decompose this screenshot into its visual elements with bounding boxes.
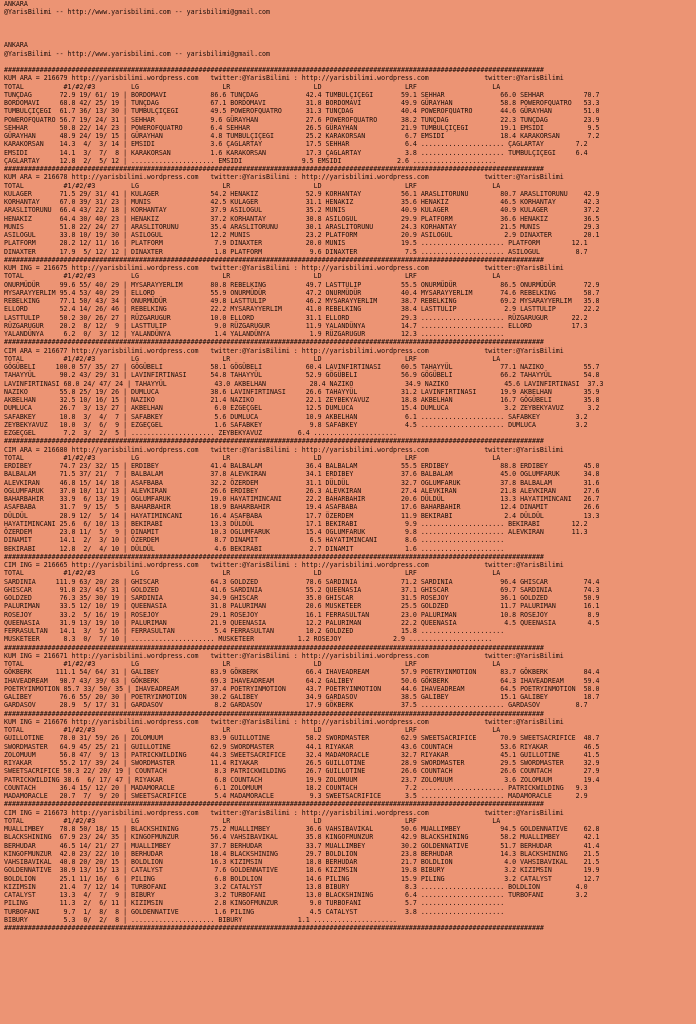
race-block (0, 173, 696, 256)
horse-row: ROSEJOY 33.2 5/ 16/ 19 | ROSEJOY 29.1 ROSEJOY 16.1 FERRASULTAN 23.0 PALURIMAN 10.8 ROSEJOY 8.9 (4, 610, 600, 619)
horse-row: TURBOFANI 9.7 1/ 8/ 8 | GOLDENNATIVE 1.6 PILING 4.5 CATALYST 3.8 ..................... (4, 907, 505, 916)
horse-row: GÜRAYHAN 48.9 24/ 19/ 15 | GÜRAYHAN 4.8 TUMBULÇIÇEGI 25.2 KARAKORSAN 6.7 EMSIDI 18.4 KARAKORSAN 7.2 (4, 132, 600, 140)
horse-row: ZEYBEKYAVUZ 10.0 3/ 6/ 9 | EZGEÇGEL 1.6 SAFABKEY 9.8 SAFABKEY 4.5 ..................... DUMLUCA 3.2 (4, 420, 588, 429)
horse-row: RIYAKAR 55.2 17/ 39/ 24 | SWORDMASTER 11.4 RIYAKAR 26.5 GUILLOTINE 28.9 SWORDMASTER 29.5 SWORDMASTER 32.9 (4, 759, 600, 767)
horse-row: MUNIS 51.8 22/ 24/ 27 | ARASLITORUNU 35.4 ARASLITORUNU 30.1 ARASLITORUNU 24.3 KORHANTAY 21.5 MUNIS 29.3 (4, 222, 600, 231)
race-title: KUM ARA = 216679 http://yarisbilimi.wordpress.com twitter:@YarisBilimi : http://yarisbilimi.wordpress.com twitter:@YarisBilimi (4, 74, 564, 83)
race-title: KUM ING = 216675 http://yarisbilimi.wordpress.com twitter:@YarisBilimi : http://yarisbilimi.wordpress.com twitter:@YarisBilimi (4, 264, 564, 272)
horse-row: QUEENASIA 31.9 13/ 19/ 10 | PALURIMAN 21.9 QUEENASIA 12.2 PALURIMAN 22.2 QUEENASIA 4.5 QUEENASIA 4.5 (4, 618, 600, 627)
column-header: TOTAL #1/#2/#3 LG LR LD LRF LA (4, 816, 501, 825)
header-line (4, 25, 696, 33)
horse-row: EMSIDI 14.1 3/ 7/ 8 | KARAKORSAN 1.6 KARAKORSAN 17.3 ÇAGLARTAY 3.8 ..................... TUMBULÇIÇEGI 6.4 (4, 148, 588, 157)
horse-row: SEHHAR 50.8 22/ 14/ 23 | POWEROFQUATRO 6.4 SEHHAR 26.5 GÜRAYHAN 21.9 TUMBULÇIÇEGI 19.1 EMSIDI 9.5 (4, 123, 600, 132)
race-block (0, 652, 696, 710)
header-line: @YarisBilimi -- http://www.yarisbilimi.com -- yarisbilimi@gmail.com (4, 8, 270, 17)
separator-line: ######################################################################################################################################## (4, 165, 544, 173)
horse-row: GÖKBERK 111.1 54/ 64/ 31 | GALIBEY 83.9 GÖKBERK 66.4 IHAVEADREAM 57.9 POETRYINMOTION 83.7 GÖKBERK 84.4 (4, 668, 600, 677)
horse-row: PILING 11.3 2/ 6/ 11 | KIZIMSIN 2.8 KINGOFMUNZUR 9.0 TURBOFANI 5.7 ..................... (4, 899, 505, 908)
horse-row: CATALYST 13.3 4/ 7/ 9 | BIBURY 3.2 TURBOFANI 13.0 BLACKSHINING 6.4 ..................... TURBOFANI 3.2 (4, 891, 588, 899)
header-line (4, 33, 696, 41)
horse-row: TAHAYYÜL 90.2 43/ 29/ 31 | LAVINFIRTINASI 54.8 TAHAYYÜL 52.9 GÖGÜBELI 56.9 GÖGÜBELI 66.2 TAHAYYÜL 54.8 (4, 371, 600, 380)
horse-row: MUSKETEER 8.3 0/ 7/ 10 | ..................... MUSKETEER 1.2 ROSEJOY 2.9 ..................... (4, 635, 493, 644)
horse-row: KIZIMSIN 21.4 7/ 12/ 14 | TURBOFANI 3.2 CATALYST 13.8 BIBURY 8.3 ..................... BOLDLION 4.0 (4, 882, 588, 891)
horse-row: IHAVEADREAM 98.7 43/ 39/ 63 | GÖKBERK 69.3 IHAVEADREAM 64.2 GALIBEY 50.6 GÖKBERK 64.3 IHAVEADREAM 59.4 (4, 676, 600, 685)
horse-row: GHISCAR 91.8 23/ 45/ 31 | GOLDZED 41.6 SARDINIA 55.2 QUEENASIA 37.1 GHISCAR 69.7 SARDINIA 74.3 (4, 585, 600, 594)
horse-row: ÖZERDEM 23.8 11/ 5/ 9 | DINAMIT 10.3 OGLUMFARUK 15.4 OGLUMFARUK 9.8 ..................... ALEVKIRAN 11.3 (4, 528, 588, 536)
race-block (0, 561, 696, 644)
horse-row: BIBURY 5.3 0/ 2/ 8 | ..................... BIBURY 1.1 ..................... (4, 915, 398, 924)
horse-row: DINAXTER 17.9 5/ 12/ 12 | DINAXTER 1.8 PLATFORM 9.6 DINAXTER 7.5 ..................... ASILOGUL 8.7 (4, 247, 588, 256)
horse-row: GALIBEY 76.6 55/ 20/ 30 | POETRYINMOTION 30.2 GALIBEY 34.9 GARDASOV 38.5 GALIBEY 15.1 GALIBEY 18.7 (4, 693, 600, 701)
column-header: TOTAL #1/#2/#3 LG LR LD LRF LA (4, 354, 501, 363)
horse-row: HENAKIZ 64.4 30/ 40/ 23 | HENAKIZ 37.2 KORHANTAY 30.8 ASILOGUL 29.9 PLATFORM 36.6 HENAKIZ 36.5 (4, 214, 600, 223)
column-header: TOTAL #1/#2/#3 LG LR LD LRF LA (4, 82, 501, 91)
horse-row: AKBELHAN 32.5 10/ 16/ 15 | NAZIKO 21.4 NAZIKO 22.1 ZEYBEKYAVUZ 18.8 AKBELHAN 16.7 GÖGÜBELI 35.8 (4, 396, 600, 404)
horse-row: EZGEÇGEL 7.2 3/ 2/ 5 | ..................... ZEYBEKYAVUZ 6.4 ..................... (4, 429, 398, 437)
horse-row: SAFABKEY 10.8 3/ 4/ 7 | SAFABKEY 5.6 DUMLUCA 10.9 AKBELHAN 6.1 ..................... SAFABKEY 3.2 (4, 412, 588, 421)
horse-row: ARASLITORUNU 66.4 43/ 22/ 18 | KORHANTAY 37.9 ASILOGUL 35.2 MUNIS 40.9 KULAGER 40.9 KULAGER 37.2 (4, 206, 600, 215)
column-header: TOTAL #1/#2/#3 LG LR LD LRF LA (4, 453, 501, 462)
race-title: KUM ING = 216671 http://yarisbilimi.wordpress.com twitter:@YarisBilimi : http://yarisbilimi.wordpress.com twitter:@YarisBilimi (4, 651, 564, 660)
horse-row: BALBALAM 71.5 37/ 21/ 7 | BALBALAM 37.8 ALEVKIRAN 34.1 ERDIBEY 37.6 BALBALAM 45.0 OGLUMFARUK 34.8 (4, 470, 600, 479)
separator-line: ######################################################################################################################################## (4, 255, 544, 264)
race-block (0, 347, 696, 438)
horse-row: BERHUDAR 46.5 14/ 21/ 27 | MUALLIMBEY 37.7 BERHUDAR 33.7 MUALLIMBEY 30.2 GOLDENNATIVE 51.7 BERHUDAR 41.4 (4, 841, 600, 850)
race-title: CIM ING = 216665 http://yarisbilimi.wordpress.com twitter:@YarisBilimi : http://yarisbilimi.wordpress.com twitter:@YarisBilimi (4, 561, 564, 569)
horse-row: BLACKSHINING 67.9 23/ 24/ 35 | KINGOFMUNZUR 56.4 VAHSIBAVIKAL 35.8 KINGOFMUNZUR 42.9 BLACKSHINING 58.2 MUALLIMBEY 42.1 (4, 833, 600, 842)
column-header: TOTAL #1/#2/#3 LG LR LD LRF LA (4, 272, 501, 281)
horse-row: PALURIMAN 33.5 12/ 10/ 19 | QUEENASIA 31.8 PALURIMAN 20.6 MUSKETEER 25.5 GOLDZED 11.7 PALURIMAN 16.1 (4, 602, 600, 611)
horse-row: GARDASOV 28.9 5/ 17/ 31 | GARDASOV 8.2 GARDASOV 17.9 GÖKBERK 37.5 ..................... GARDASOV 8.7 (4, 701, 588, 710)
column-header: TOTAL #1/#2/#3 LG LR LD LRF LA (4, 660, 501, 668)
race-block (0, 264, 696, 338)
horse-row: ELLORD 52.4 14/ 26/ 46 | REBELKING 22.2 MYSARAYYERLIM 41.0 REBELKING 38.4 LASTTULIP 2.9 LASTTULIP 22.2 (4, 305, 600, 314)
horse-row: KARAKORSAN 14.3 4/ 3/ 14 | EMSIDI 3.6 ÇAGLARTAY 17.5 SEHHAR 6.4 ..................... ÇAGLARTAY 7.2 (4, 140, 588, 149)
column-header: TOTAL #1/#2/#3 LG LR LD LRF LA (4, 569, 501, 578)
horse-row: ÇAGLARTAY 12.8 2/ 5/ 12 | ..................... EMSIDI 9.5 EMSIDI 2.6 ..................... (4, 156, 497, 165)
horse-row: SWORDMASTER 64.9 45/ 25/ 21 | GUILLOTINE 62.9 SWORDMASTER 44.1 RIYAKAR 43.6 COUNTACH 53.6 RIYAKAR 46.5 (4, 742, 600, 751)
separator-line: ######################################################################################################################################## (4, 338, 544, 347)
horse-row: BOLDLION 25.1 11/ 16/ 6 | PILING 6.8 BOLDLION 14.6 PILING 15.9 PILING 3.2 CATALYST 12.7 (4, 874, 600, 883)
horse-row: VAHSIBAVIKAL 40.8 20/ 20/ 15 | BOLDLION 16.3 KIZIMSIN 18.8 BERHUDAR 21.7 BOLDLION 4.0 VAHSIBAVIKAL 21.5 (4, 858, 600, 866)
horse-row: MUALLIMBEY 78.8 50/ 18/ 15 | BLACKSHINING 75.2 MUALLIMBEY 36.6 VAHSIBAVIKAL 50.6 MUALLIMBEY 94.5 GOLDENNATIVE 62.8 (4, 825, 600, 833)
horse-row: DÜLDÜL 28.9 12/ 5/ 14 | HAYATIMINCANI 16.4 ASAFBABA 17.7 ÖZERDEM 11.9 BEKIRABI 2.4 DÜLDÜL 13.3 (4, 511, 600, 520)
horse-row: ZOLOMUUM 56.8 47/ 9/ 13 | PATRICKWILDING 44.3 SWEETSACRIFICE 32.4 MADAMORACLE 32.7 RIYAKAR 45.1 GUILLOTINE 41.5 (4, 750, 600, 759)
horse-row: GOLDZED 76.3 35/ 30/ 19 | SARDINIA 34.9 GHISCAR 35.0 GHISCAR 31.5 ROSEJOY 36.1 GOLDZED 50.9 (4, 594, 600, 602)
horse-row: ALEVKIRAN 46.8 15/ 14/ 18 | ASAFBABA 32.2 ÖZERDEM 31.1 DÜLDÜL 32.7 OGLUMFARUK 37.8 BALBALAM 31.6 (4, 478, 600, 487)
race-title: CIM ING = 216673 http://yarisbilimi.wordpress.com twitter:@YarisBilimi : http://yarisbilimi.wordpress.com twitter:@YarisBilimi (4, 808, 564, 817)
separator-line: ######################################################################################################################################## (4, 66, 544, 74)
column-header: TOTAL #1/#2/#3 LG LR LD LRF LA (4, 726, 501, 734)
horse-row: OGLUMFARUK 37.0 10/ 11/ 13 | ALEVKIRAN 26.6 ERDIBEY 26.3 ALEVKIRAN 27.4 ALEVKIRAN 21.8 ALEVKIRAN 27.6 (4, 486, 600, 495)
header-line (4, 58, 696, 66)
horse-row: BEKIRABI 12.8 2/ 4/ 10 | DÜLDÜL 4.6 BEKIRABI 2.7 DINAMIT 1.6 ..................... (4, 544, 505, 553)
race-block (0, 718, 696, 801)
horse-row: GUILLOTINE 78.0 31/ 59/ 26 | ZOLOMUUM 83.9 GUILLOTINE 58.2 SWORDMASTER 62.9 SWEETSACRIFICE 70.9 SWEETSACRIFICE 48.7 (4, 734, 600, 743)
header-line: ANKARA (4, 41, 28, 50)
separator-line: ######################################################################################################################################## (4, 924, 544, 932)
horse-row: LAVINFIRTINASI 68.0 24/ 47/ 24 | TAHAYYÜL 43.0 AKBELHAN 28.4 NAZIKO 34.9 NAZIKO 45.6 LAVINFIRTINASI 37.3 (4, 379, 604, 388)
horse-row: RÜZGARUGUR 20.2 8/ 12/ 9 | LASTTULIP 9.0 RÜZGARUGUR 11.9 YALANDÜNYA 14.7 ..................... ELLORD 17.3 (4, 321, 588, 330)
horse-row: KULAGER 71.5 29/ 31/ 41 | KULAGER 54.2 HENAKIZ 52.9 KORHANTAY 56.1 ARASLITORUNU 80.7 ARASLITORUNU 42.9 (4, 189, 600, 198)
horse-row: MYSARAYYERLIM 95.4 53/ 40/ 29 | ELLORD 55.9 ONURMÜDÜR 47.2 ONURMÜDÜR 40.4 MYSARAYYERLIM 74.6 REBELKING 58.7 (4, 288, 600, 297)
header-line: @YarisBilimi -- http://www.yarisbilimi.com -- yarisbilimi@gmail.com (4, 49, 270, 58)
horse-row: GÖGÜBELI 100.0 57/ 35/ 27 | GÖGÜBELI 58.1 GÖGÜBELI 60.4 LAVINFIRTINASI 60.5 TAHAYYÜL 77.1 NAZIKO 55.7 (4, 363, 600, 371)
horse-row: PLATFORM 28.2 12/ 11/ 16 | PLATFORM 7.9 DINAXTER 20.0 MUNIS 19.5 ..................... PLATFORM 12.1 (4, 239, 588, 248)
race-title: CIM ARA = 216680 http://yarisbilimi.wordpress.com twitter:@YarisBilimi : http://yarisbilimi.wordpress.com twitter:@YarisBilimi (4, 445, 564, 454)
header-line: ANKARA (4, 0, 28, 8)
horse-row: ERDIBEY 74.7 23/ 32/ 15 | ERDIBEY 41.4 BALBALAM 36.4 BALBALAM 55.5 ERDIBEY 88.8 ERDIBEY 45.0 (4, 462, 600, 470)
horse-row: REBELKING 77.1 50/ 43/ 34 | ONURMÜDÜR 49.8 LASTTULIP 46.2 MYSARAYYERLIM 38.7 REBELKING 69.2 MYSARAYYERLIM 35.8 (4, 297, 600, 305)
race-title: KUM ARA = 216678 http://yarisbilimi.wordpress.com twitter:@YarisBilimi : http://yarisbilimi.wordpress.com twitter:@YarisBilimi (4, 173, 564, 182)
horse-row: GOLDENNATIVE 38.9 13/ 15/ 13 | CATALYST 7.6 GOLDENNATIVE 18.6 KIZIMSIN 19.8 BIBURY 3.2 KIZIMSIN 19.9 (4, 866, 600, 875)
horse-row: KORHANTAY 67.0 39/ 31/ 23 | MUNIS 42.5 KULAGER 31.1 HENAKIZ 35.6 HENAKIZ 46.5 KORHANTAY 42.3 (4, 198, 600, 206)
horse-row: BAHARBAHIR 33.9 6/ 13/ 19 | OGLUMFARUK 19.0 HAYATIMINCANI 22.2 BAHARBAHIR 20.6 DÜLDÜL 13.3 HAYATIMINCANI 26.7 (4, 495, 600, 503)
horse-row: POETRYINMOTION 85.7 33/ 50/ 35 | IHAVEADREAM 37.4 POETRYINMOTION 43.7 POETRYINMOTION 44.6 IHAVEADREAM 64.5 POETRYINMOTION 58.0 (4, 684, 600, 693)
horse-row: KINGOFMUNZUR 42.0 23/ 22/ 10 | BERHUDAR 18.4 BLACKSHINING 29.7 BOLDLION 23.8 BERHUDAR 14.3 BLACKSHINING 21.5 (4, 849, 600, 858)
race-title: CIM ARA = 216677 http://yarisbilimi.wordpress.com twitter:@YarisBilimi : http://yarisbilimi.wordpress.com twitter:@YarisBilimi (4, 346, 564, 355)
horse-row: SWEETSACRIFICE 50.3 22/ 20/ 19 | COUNTACH 8.3 PATRICKWILDING 26.7 GUILLOTINE 26.6 COUNTACH 26.6 COUNTACH 27.9 (4, 767, 600, 776)
horse-row: DINAMIT 14.1 2/ 3/ 10 | ÖZERDEM 8.7 DINAMIT 6.5 HAYATIMINCANI 8.6 ..................... (4, 536, 505, 545)
horse-row: PATRICKWILDING 38.6 6/ 17/ 47 | RIYAKAR 6.8 COUNTACH 19.9 ZOLOMUUM 23.7 ZOLOMUUM 3.6 ZOLOMUUM 19.4 (4, 775, 600, 784)
horse-row: LASTTULIP 50.2 30/ 26/ 27 | RÜZGARUGUR 10.0 ELLORD 31.1 ELLORD 29.3 ..................... RÜZGARUGUR 22.2 (4, 313, 588, 322)
horse-row: BORDOMAVI 68.8 42/ 25/ 19 | TUNÇDAG 67.1 BORDOMAVI 31.8 BORDOMAVI 49.9 GÜRAYHAN 58.8 POWEROFQUATRO 53.3 (4, 99, 600, 107)
horse-row: ASILOGUL 33.8 10/ 19/ 30 | ASILOGUL 12.2 MUNIS 23.2 PLATFORM 20.9 ASILOGUL 2.9 DINAXTER 20.1 (4, 231, 600, 239)
separator-line: ######################################################################################################################################## (4, 643, 544, 652)
horse-row: TUNÇDAG 72.9 19/ 61/ 19 | BORDOMAVI 86.6 TUNÇDAG 42.4 TUMBULÇIÇEGI 59.1 SEHHAR 66.0 SEHHAR 70.7 (4, 90, 600, 99)
separator-line: ######################################################################################################################################## (4, 437, 544, 446)
separator-line: ######################################################################################################################################## (4, 709, 544, 718)
separator-line: ######################################################################################################################################## (4, 800, 544, 809)
horse-row: TUMBULÇIÇEGI 61.7 36/ 13/ 30 | TUMBULÇIÇEGI 49.5 POWEROFQUATRO 31.3 TUNÇDAG 40.4 POWEROFQUATRO 44.6 GÜRAYHAN 51.0 (4, 107, 600, 116)
horse-row: ONURMÜDÜR 99.6 55/ 40/ 29 | MYSARAYYERLIM 80.8 REBELKING 49.7 LASTTULIP 55.5 ONURMÜDÜR 86.5 ONURMÜDÜR 72.9 (4, 280, 600, 289)
column-header: TOTAL #1/#2/#3 LG LR LD LRF LA (4, 181, 501, 190)
race-blocks (0, 66, 696, 932)
header-line (4, 17, 696, 25)
race-title: KUM ING = 216676 http://yarisbilimi.wordpress.com twitter:@YarisBilimi : http://yarisbilimi.wordpress.com twitter:@YarisBilimi (4, 717, 564, 726)
horse-row: MADAMORACLE 20.7 7/ 9/ 20 | SWEETSACRIFICE 5.4 MADAMORACLE 9.3 SWEETSACRIFICE 3.5 ..................... MADAMORACLE 2.9 (4, 792, 588, 800)
race-block (0, 809, 696, 925)
horse-row: NAZIKO 55.8 25/ 19/ 26 | DUMLUCA 38.6 LAVINFIRTINASI 26.6 TAHAYYÜL 31.2 LAVINFIRTINASI 19.9 AKBELHAN 35.9 (4, 387, 600, 396)
horse-row: FERRASULTAN 14.1 3/ 5/ 16 | FERRASULTAN 5.4 FERRASULTAN 10.2 GOLDZED 15.8 ..................... (4, 627, 505, 635)
separator-line: ######################################################################################################################################## (4, 552, 544, 561)
race-block (0, 74, 696, 165)
horse-row: SARDINIA 111.9 63/ 20/ 28 | GHISCAR 64.3 GOLDZED 78.6 SARDINIA 71.2 SARDINIA 96.4 GHISCAR 74.4 (4, 577, 600, 586)
race-block (0, 446, 696, 553)
horse-row: DUMLUCA 26.7 3/ 13/ 27 | AKBELHAN 6.0 EZGEÇGEL 12.5 DUMLUCA 15.4 DUMLUCA 3.2 ZEYBEKYAVUZ 3.2 (4, 404, 600, 413)
horse-row: COUNTACH 36.4 15/ 12/ 20 | MADAMORACLE 6.1 ZOLOMUUM 18.2 COUNTACH 7.2 ..................... PATRICKWILDING 9.3 (4, 783, 588, 792)
horse-row: YALANDÜNYA 6.2 0/ 3/ 12 | YALANDÜNYA 1.4 YALANDÜNYA 1.9 RÜZGARUGUR 12.3 ..................... (4, 330, 505, 338)
horse-row: HAYATIMINCANI 25.6 6/ 10/ 13 | BEKIRABI 13.3 DÜLDÜL 17.1 BEKIRABI 9.9 ..................... BEKIRABI 12.2 (4, 519, 588, 528)
horse-row: ASAFBABA 31.7 9/ 15/ 5 | BAHARBAHIR 18.9 BAHARBAHIR 19.4 ASAFBABA 17.6 BAHARBAHIR 12.4 DINAMIT 26.6 (4, 503, 600, 512)
horse-row: POWEROFQUATRO 56.7 19/ 24/ 31 | SEHHAR 9.6 GÜRAYHAN 27.6 POWEROFQUATRO 38.2 TUNÇDAG 22.3 TUNÇDAG 23.9 (4, 115, 600, 124)
document-header (0, 0, 696, 66)
